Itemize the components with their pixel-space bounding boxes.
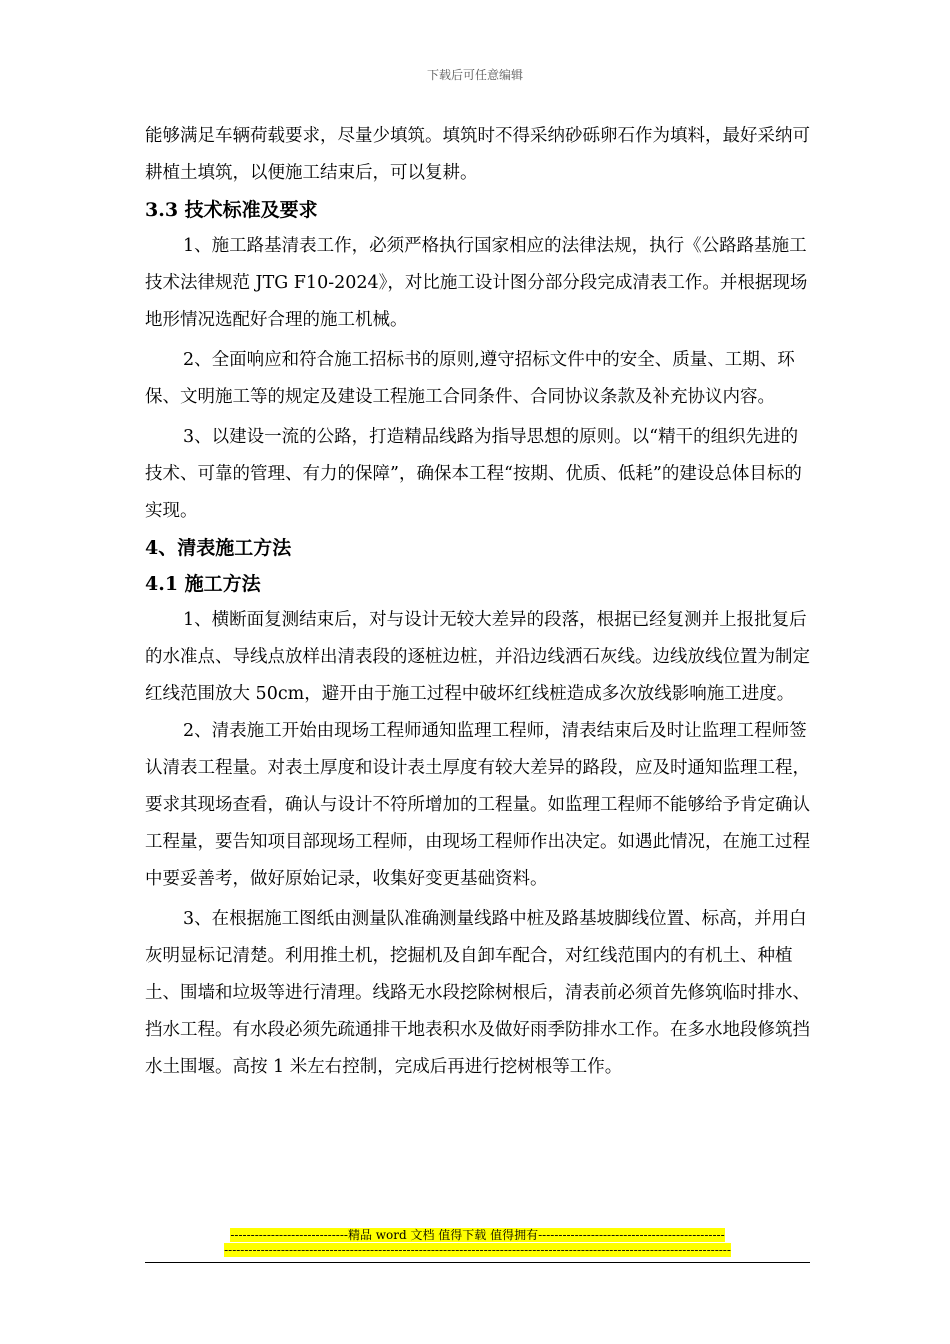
paragraph-standard-1: 1、施工路基清表工作，必须严格执行国家相应的法律法规，执行《公路路基施工技术法律规范 JTG F10-2024》，对比施工设计图分部分段完成清表工作。并根据现场地形情况选配好合理的施工机械。 bbox=[145, 236, 808, 330]
paragraph-fill-requirements: 能够满足车辆荷载要求，尽量少填筑。填筑时不得采纳砂砾卵石作为填料，最好采纳可耕植土填筑，以便施工结束后，可以复耕。 bbox=[145, 126, 810, 183]
heading-3-3: 3.3 技术标准及要求 bbox=[145, 199, 318, 221]
footer-dashes: ----------------------------------------------------------------------------------------------------------------------------- bbox=[224, 1243, 731, 1257]
paragraph-method-3: 3、在根据施工图纸由测量队准确测量线路中桩及路基坡脚线位置、标高，并用白灰明显标记清楚。利用推土机，挖掘机及自卸车配合，对红线范围内的有机土、种植土、围墙和垃圾等进行清理。线路无水段挖除树根后，清表前必须首先修筑临时排水、挡水工程。有水段必须先疏通排干地表积水及做好雨季防排水工作。在多水地段修筑挡水土围堰。高按 1 米左右控制，完成后再进行挖树根等工作。 bbox=[145, 909, 810, 1077]
page-header-note: 下载后可任意编辑 bbox=[426, 68, 523, 82]
footer-banner: -----------------------------精品 word 文档 值得下载 值得拥有---------------------------------------------- bbox=[230, 1228, 725, 1242]
paragraph-method-1: 1、横断面复测结束后，对与设计无较大差异的段落，根据已经复测并上报批复后的水准点、导线点放样出清表段的逐桩边桩，并沿边线洒石灰线。边线放线位置为制定红线范围放大 50cm，避开由于施工过程中破坏红线桩造成多次放线影响施工进度。 bbox=[145, 610, 810, 704]
heading-4: 4、清表施工方法 bbox=[145, 537, 292, 559]
heading-4-1: 4.1 施工方法 bbox=[145, 573, 261, 595]
paragraph-standard-3: 3、以建设一流的公路，打造精品线路为指导思想的原则。以“精干的组织先进的技术、可靠的管理、有力的保障”，确保本工程“按期、优质、低耗”的建设总体目标的实现。 bbox=[145, 427, 802, 521]
page-footer bbox=[145, 1228, 810, 1258]
footer-rule bbox=[145, 1262, 810, 1263]
document-body bbox=[145, 118, 810, 1086]
paragraph-method-2: 2、清表施工开始由现场工程师通知监理工程师，清表结束后及时让监理工程师签认清表工程量。对表土厚度和设计表土厚度有较大差异的路段，应及时通知监理工程，要求其现场查看，确认与设计不符所增加的工程量。如监理工程师不能够给予肯定确认工程量，要告知项目部现场工程师，由现场工程师作出决定。如遇此情况，在施工过程中要妥善考，做好原始记录，收集好变更基础资料。 bbox=[145, 721, 810, 889]
paragraph-standard-2: 2、全面响应和符合施工招标书的原则,遵守招标文件中的安全、质量、工期、环保、文明施工等的规定及建设工程施工合同条件、合同协议条款及补充协议内容。 bbox=[145, 350, 795, 407]
